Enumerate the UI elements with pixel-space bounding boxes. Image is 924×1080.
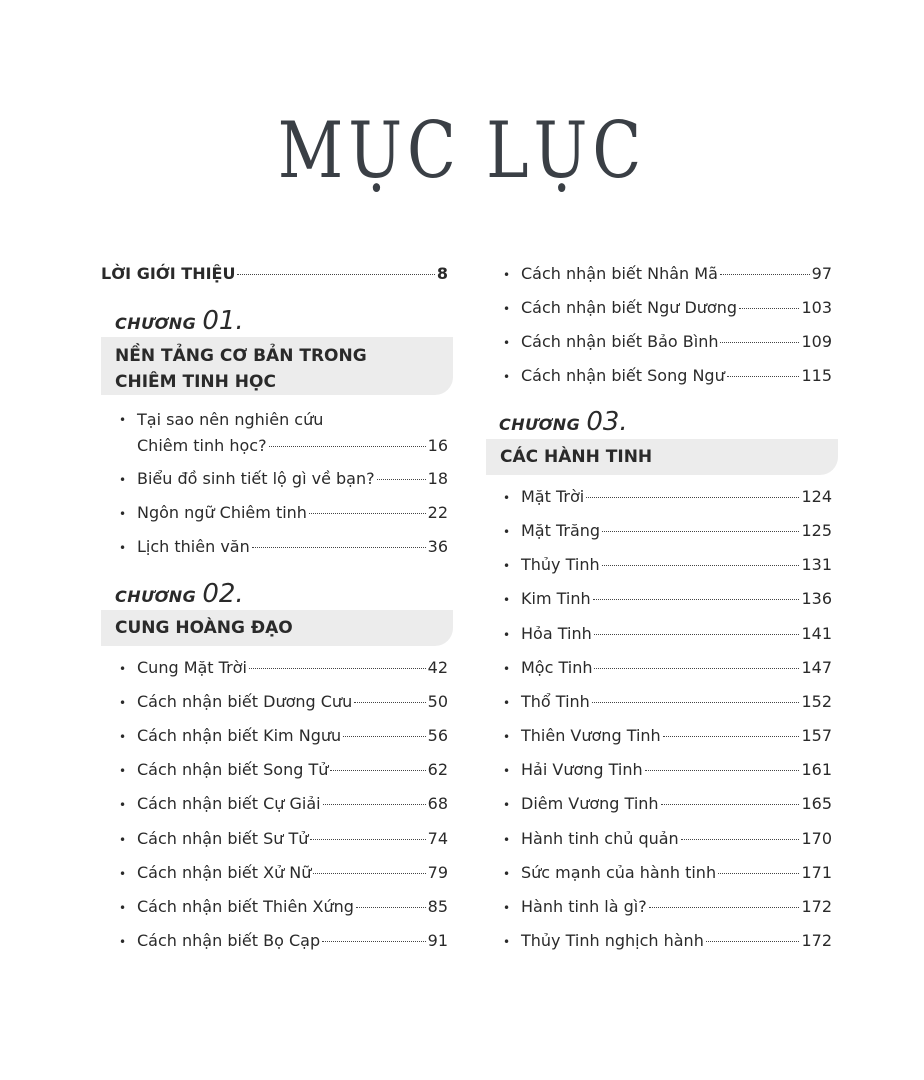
dot-leader [343,736,426,737]
toc-entry[interactable] [503,689,832,716]
bullet: • [119,832,127,847]
entry-page: 56 [427,726,448,746]
dot-leader [593,599,800,600]
chapter-title-line: CHIÊM TINH HỌC [115,372,276,392]
toc-entry[interactable] [119,534,448,561]
dot-leader [720,274,810,275]
entry-title: Chiêm tinh học? [137,436,267,455]
dot-leader [592,702,800,703]
entry-title: Ngôn ngữ Chiêm tinh [137,503,307,522]
toc-entry[interactable] [119,791,448,818]
bullet: • [503,593,511,608]
chapter-label-01: CHƯƠNG 01. [115,306,244,336]
toc-entry[interactable] [503,655,832,682]
bullet: • [503,627,511,642]
dot-leader [330,770,425,771]
entry-title: Cách nhận biết Thiên Xứng [137,896,354,916]
entry-title: Hỏa Tinh [521,623,592,643]
entry-title: Mộc Tinh [521,657,593,677]
entry-page: 125 [801,521,832,541]
dot-leader [602,565,800,566]
bullet: • [503,302,511,316]
entry-page: 136 [801,589,832,609]
entry-page: 131 [801,555,832,575]
dot-leader [649,907,800,908]
entry-page: 115 [801,366,832,385]
entry-page: 85 [427,896,448,916]
entry-title: Biểu đồ sinh tiết lộ gì về bạn? [137,469,375,488]
bullet: • [119,541,127,555]
entry-title: Cách nhận biết Ngư Dương [521,298,738,317]
dot-leader [313,873,425,874]
bullet: • [503,268,511,282]
chapter-title-line: NỀN TẢNG CƠ BẢN TRONG [115,346,367,366]
dot-leader [594,634,800,635]
page-title: MỤC LỤC [277,106,647,196]
bullet: • [503,764,511,779]
toc-entry[interactable] [503,723,832,750]
bullet: • [503,336,511,350]
toc-entry[interactable] [119,723,448,750]
toc-entry[interactable] [119,655,448,682]
dot-leader [354,702,425,703]
dot-leader [269,446,426,447]
dot-leader [237,274,434,275]
toc-entry-intro[interactable] [101,261,448,287]
entry-page: 36 [427,537,448,556]
entry-page: 68 [427,794,448,814]
entry-title: Cách nhận biết Song Ngư [521,366,725,385]
dot-leader [706,941,800,942]
bullet: • [503,832,511,847]
entry-title: Lịch thiên văn [137,537,250,556]
dot-leader [594,668,799,669]
bullet: • [503,900,511,915]
entry-title: Thủy Tinh nghịch hành [521,930,704,950]
toc-entry[interactable] [503,329,832,356]
dot-leader [249,668,426,669]
bullet: • [503,661,511,676]
entry-title: Cách nhận biết Sư Tử [137,828,309,848]
dot-leader [586,497,799,498]
chapter-label-03: CHƯƠNG 03. [499,407,628,437]
entry-page: 42 [427,658,448,677]
dot-leader [322,941,426,942]
entry-title: Tại sao nên nghiên cứu [137,410,324,429]
entry-page: 172 [801,896,832,916]
entry-page: 170 [801,828,832,848]
bullet: • [503,934,511,949]
dot-leader [377,479,426,480]
toc-entry[interactable] [503,518,832,545]
entry-page: 109 [801,332,832,351]
entry-title: Mặt Trăng [521,521,601,541]
entry-title: Cách nhận biết Kim Ngưu [137,726,342,746]
entry-page: 165 [801,794,832,814]
bullet: • [119,866,127,881]
entry-title: Cách nhận biết Song Tử [137,760,329,780]
dot-leader [718,873,799,874]
entry-title: Diêm Vương Tinh [521,794,659,814]
bullet: • [503,370,511,384]
toc-entry[interactable] [503,261,832,288]
bullet: • [503,559,511,574]
bullet: • [119,662,127,676]
entry-page: 18 [427,469,448,488]
toc-entry[interactable] [503,791,832,818]
bullet: • [503,798,511,813]
entry-title: Thủy Tinh [521,555,600,575]
entry-page: 141 [801,623,832,643]
entry-title: Kim Tinh [521,589,591,609]
entry-title: Mặt Trời [521,487,585,506]
entry-page: 79 [427,862,448,882]
dot-leader [727,376,800,377]
chapter-title-line: CUNG HOÀNG ĐẠO [115,618,293,638]
dot-leader [661,804,800,805]
entry-title: Thiên Vương Tinh [521,726,661,746]
entry-page: 172 [801,930,832,950]
toc-entry[interactable] [119,860,448,887]
toc-entry[interactable] [503,295,832,322]
bullet: • [503,491,511,505]
entry-title: Cách nhận biết Bảo Bình [521,332,719,351]
entry-title: LỜI GIỚI THIỆU [101,264,236,283]
dot-leader [645,770,800,771]
bullet: • [503,525,511,540]
entry-title: Cách nhận biết Dương Cưu [137,692,353,712]
chapter-title-box-01 [101,337,453,395]
dot-leader [310,839,425,840]
entry-title: Cách nhận biết Nhân Mã [521,264,718,283]
entry-page: 22 [427,503,448,522]
entry-page: 157 [801,726,832,746]
entry-title: Hành tinh chủ quản [521,828,679,848]
entry-page: 50 [427,692,448,712]
entry-page: 97 [811,264,832,283]
toc-entry[interactable] [503,621,832,648]
entry-title: Hải Vương Tinh [521,760,643,780]
entry-page: 147 [801,657,832,677]
dot-leader [356,907,426,908]
toc-entry[interactable] [119,500,448,527]
dot-leader [720,342,799,343]
entry-title: Hành tinh là gì? [521,896,647,916]
toc-entry[interactable] [503,928,832,955]
entry-title: Thổ Tinh [521,691,590,711]
toc-entry[interactable] [119,928,448,955]
dot-leader [309,513,426,514]
chapter-label-02: CHƯƠNG 02. [115,579,244,609]
chapter-title-line: CÁC HÀNH TINH [500,447,653,467]
toc-entry[interactable] [503,894,832,921]
toc-entry[interactable] [119,757,448,784]
toc-entry[interactable] [119,689,448,716]
bullet: • [119,473,127,487]
entry-title: Cung Mặt Trời [137,658,247,677]
toc-entry[interactable] [503,757,832,784]
entry-page: 16 [427,436,448,455]
bullet: • [503,730,511,745]
bullet: • [119,696,127,711]
toc-entry[interactable] [101,407,448,459]
entry-title: Cách nhận biết Cự Giải [137,794,321,814]
toc-entry[interactable] [503,363,832,390]
dot-leader [602,531,799,532]
toc-entry[interactable] [503,552,832,579]
entry-title: Cách nhận biết Xử Nữ [137,862,312,882]
bullet: • [119,413,127,427]
bullet: • [503,695,511,710]
entry-page: 91 [427,930,448,950]
bullet: • [119,900,127,915]
dot-leader [323,804,426,805]
dot-leader [252,547,426,548]
bullet: • [119,730,127,745]
entry-page: 171 [801,862,832,882]
bullet: • [119,764,127,779]
entry-page: 8 [436,264,448,283]
dot-leader [739,308,799,309]
toc-entry[interactable] [503,860,832,887]
chapter-title-box-02 [101,610,453,646]
toc-entry[interactable] [503,586,832,613]
bullet: • [119,507,127,521]
toc-entry[interactable] [503,826,832,853]
toc-entry[interactable] [119,466,448,493]
bullet: • [503,866,511,881]
chapter-title-box-03 [486,439,838,475]
entry-page: 152 [801,691,832,711]
toc-entry[interactable] [503,484,832,511]
entry-title: Cách nhận biết Bọ Cạp [137,930,321,950]
entry-page: 62 [427,760,448,780]
toc-entry[interactable] [119,894,448,921]
dot-leader [663,736,800,737]
entry-title: Sức mạnh của hành tinh [521,862,717,882]
bullet: • [119,798,127,813]
toc-entry[interactable] [119,826,448,853]
entry-page: 161 [801,760,832,780]
entry-page: 124 [801,487,832,506]
bullet: • [119,934,127,949]
entry-page: 103 [801,298,832,317]
entry-page: 74 [427,828,448,848]
dot-leader [681,839,800,840]
